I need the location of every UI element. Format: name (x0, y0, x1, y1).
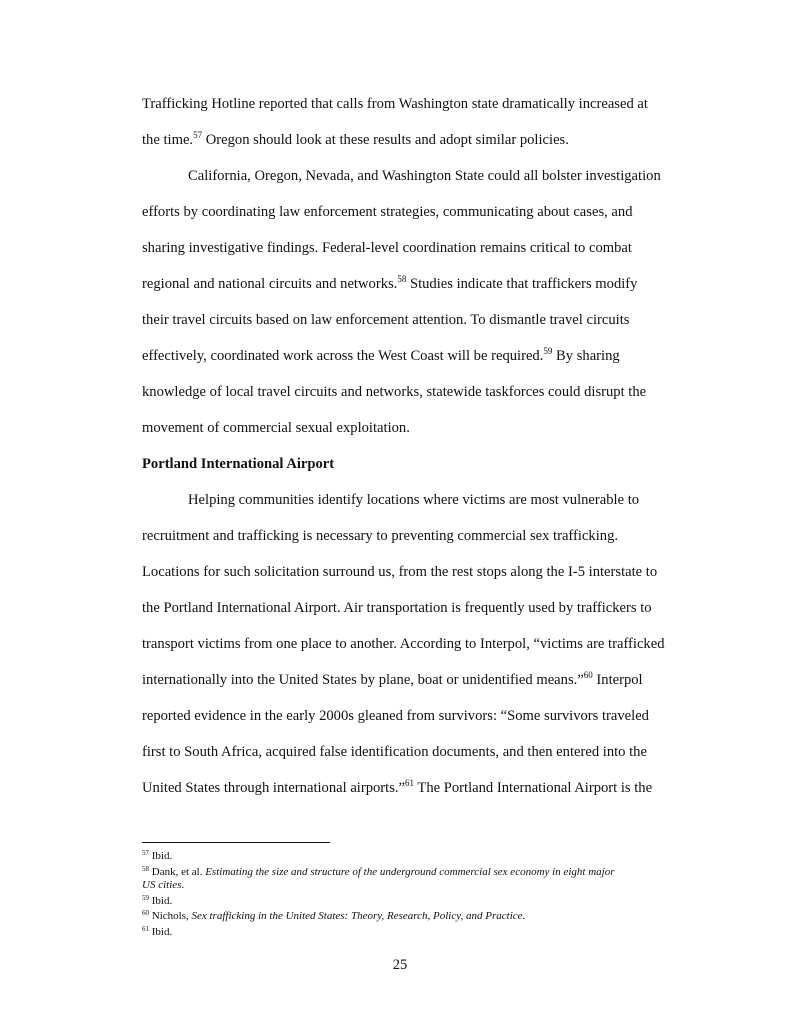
footnote-continuation: US cities. (142, 879, 185, 891)
footnote: $^{58}$ Dank, et al. Estimating the size and structure of the underground commercial sex economy in eight major (142, 865, 615, 878)
body-line: transport victims from one place to another. According to Interpol, “victims are trafficked (142, 636, 665, 652)
body-line: sharing investigative findings. Federal-level coordination remains critical to combat (142, 240, 632, 256)
body-line: regional and national circuits and networks.$^{58}$ Studies indicate that traffickers modify (142, 274, 638, 292)
footnote: $^{57}$ Ibid. (142, 849, 173, 862)
footnote: $^{61}$ Ibid. (142, 925, 173, 938)
footnote-ref: 60 (583, 670, 593, 680)
body-line: first to South Africa, acquired false identification documents, and then entered into the (142, 744, 647, 760)
body-line: Helping communities identify locations where victims are most vulnerable to (188, 492, 640, 508)
footnote-separator (142, 842, 330, 843)
footnote-ref: 58 (397, 274, 407, 284)
footnote-ref: 57 (193, 130, 203, 140)
footnote-ref: 59 (543, 346, 553, 356)
body-line: knowledge of local travel circuits and networks, statewide taskforces could disrupt the (142, 384, 647, 400)
body-line: their travel circuits based on law enforcement attention. To dismantle travel circuits (142, 312, 630, 328)
body-line: effectively, coordinated work across the West Coast will be required.$^{59}$ By sharing (142, 346, 620, 364)
footnote: $^{60}$ Nichols, Sex trafficking in the United States: Theory, Research, Policy, and Practice. (142, 909, 526, 922)
body-line: the Portland International Airport. Air transportation is frequently used by traffickers to (142, 600, 652, 616)
body-line: the time.$^{57}$ Oregon should look at these results and adopt similar policies. (142, 130, 569, 148)
body-line: recruitment and trafficking is necessary to preventing commercial sex trafficking. (142, 528, 619, 544)
footnote: $^{59}$ Ibid. (142, 894, 173, 907)
body-line: efforts by coordinating law enforcement strategies, communicating about cases, and (142, 204, 633, 220)
body-line: movement of commercial sexual exploitation. (142, 420, 410, 436)
body-line: Trafficking Hotline reported that calls from Washington state dramatically increased at (142, 96, 648, 112)
body-line: California, Oregon, Nevada, and Washington State could all bolster investigation (188, 168, 661, 184)
body-line: Locations for such solicitation surround us, from the rest stops along the I-5 interstate to (142, 564, 658, 580)
body-line: United States through international airports.”$^{61}$ The Portland International Airport is the (142, 778, 653, 796)
body-line: internationally into the United States by plane, boat or unidentified means.”$^{60}$ Interpol (142, 670, 643, 688)
body-line: reported evidence in the early 2000s gleaned from survivors: “Some survivors traveled (142, 708, 649, 724)
section-heading: Portland International Airport (142, 456, 335, 472)
footnote-ref: 61 (405, 778, 415, 788)
page-number: 25 (392, 957, 408, 973)
